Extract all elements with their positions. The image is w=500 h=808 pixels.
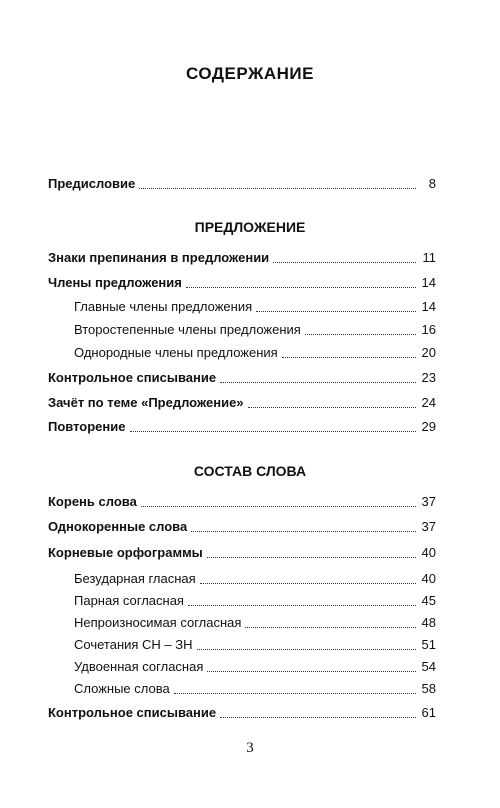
dot-leader <box>245 626 416 628</box>
dot-leader <box>220 381 416 383</box>
toc-entry-page: 58 <box>421 681 436 696</box>
toc-entry-page: 8 <box>428 176 436 191</box>
dot-leader <box>200 582 416 584</box>
toc-entry-label: Однородные члены предложения <box>74 345 278 360</box>
toc-entry-page: 48 <box>421 615 436 630</box>
dot-leader <box>248 406 416 408</box>
toc-subentry <box>74 344 436 362</box>
toc-entry-label: Непроизносимая согласная <box>74 615 242 630</box>
page-number: 3 <box>246 740 254 756</box>
toc-entry-page: 37 <box>421 494 436 509</box>
toc-entry-label: Члены предложения <box>48 275 182 290</box>
toc-entry-label: Сочетания СН – ЗН <box>74 637 193 652</box>
dot-leader <box>141 505 416 507</box>
toc-entry <box>48 704 436 722</box>
toc-entry-label: Удвоенная согласная <box>74 659 204 674</box>
toc-entry-page: 29 <box>421 419 436 434</box>
dot-leader <box>273 261 416 263</box>
dot-leader <box>305 333 416 335</box>
toc-entry-page: 20 <box>421 345 436 360</box>
toc-subentry <box>74 658 436 676</box>
toc-entry-page: 37 <box>421 519 436 534</box>
toc-subentry <box>74 321 436 339</box>
toc-entry-page: 14 <box>421 275 436 290</box>
toc-entry-label: Повторение <box>48 419 126 434</box>
toc-subentry <box>74 592 436 610</box>
toc-entry-page: 40 <box>421 571 436 586</box>
dot-leader <box>197 648 416 650</box>
toc-entry <box>48 249 436 267</box>
toc-entry-label: Однокоренные слова <box>48 519 188 534</box>
toc-subentry <box>74 636 436 654</box>
toc-entry-label: Безударная гласная <box>74 571 196 586</box>
dot-leader <box>191 530 416 532</box>
dot-leader <box>282 356 416 358</box>
toc-entry <box>48 544 436 562</box>
toc-entry-label: Контрольное списывание <box>48 705 217 720</box>
toc-subentry <box>74 614 436 632</box>
toc-entry <box>48 418 436 436</box>
toc-subentry <box>74 298 436 316</box>
section-heading: ПРЕДЛОЖЕНИЕ <box>194 219 306 235</box>
toc-subentry <box>74 570 436 588</box>
toc-entry-page: 11 <box>422 250 436 265</box>
toc-entry-label: Знаки препинания в предложении <box>48 250 270 265</box>
toc-entry-page: 24 <box>421 395 436 410</box>
toc-entry-page: 61 <box>421 705 436 720</box>
toc-entry-label: Главные члены предложения <box>74 299 253 314</box>
toc-entry-label: Парная согласная <box>74 593 184 608</box>
toc-entry-page: 16 <box>421 322 436 337</box>
page-title: СОДЕРЖАНИЕ <box>186 64 314 83</box>
toc-entry-page: 14 <box>421 299 436 314</box>
dot-leader <box>186 286 416 288</box>
toc-entry <box>48 493 436 511</box>
toc-entry <box>48 518 436 536</box>
toc-entry-label: Предисловие <box>48 176 136 191</box>
toc-entry-label: Корневые орфограммы <box>48 545 203 560</box>
toc-entry <box>48 369 436 387</box>
dot-leader <box>220 716 416 718</box>
toc-entry <box>48 175 436 193</box>
dot-leader <box>188 604 416 606</box>
dot-leader <box>130 430 417 432</box>
dot-leader <box>139 187 416 189</box>
toc-entry-page: 40 <box>421 545 436 560</box>
toc-entry <box>48 274 436 292</box>
dot-leader <box>256 310 416 312</box>
toc-subentry <box>74 680 436 698</box>
toc-entry-label: Контрольное списывание <box>48 370 217 385</box>
toc-entry-page: 54 <box>421 659 436 674</box>
toc-entry <box>48 394 436 412</box>
dot-leader <box>207 556 416 558</box>
toc-entry-page: 51 <box>421 637 436 652</box>
dot-leader <box>174 692 416 694</box>
toc-entry-page: 45 <box>421 593 436 608</box>
toc-entry-label: Зачёт по теме «Предложение» <box>48 395 244 410</box>
dot-leader <box>207 670 416 672</box>
toc-entry-page: 23 <box>421 370 436 385</box>
toc-entry-label: Второстепенные члены предложения <box>74 322 301 337</box>
toc-entry-label: Корень слова <box>48 494 137 509</box>
toc-entry-label: Сложные слова <box>74 681 170 696</box>
section-heading: СОСТАВ СЛОВА <box>193 463 307 479</box>
